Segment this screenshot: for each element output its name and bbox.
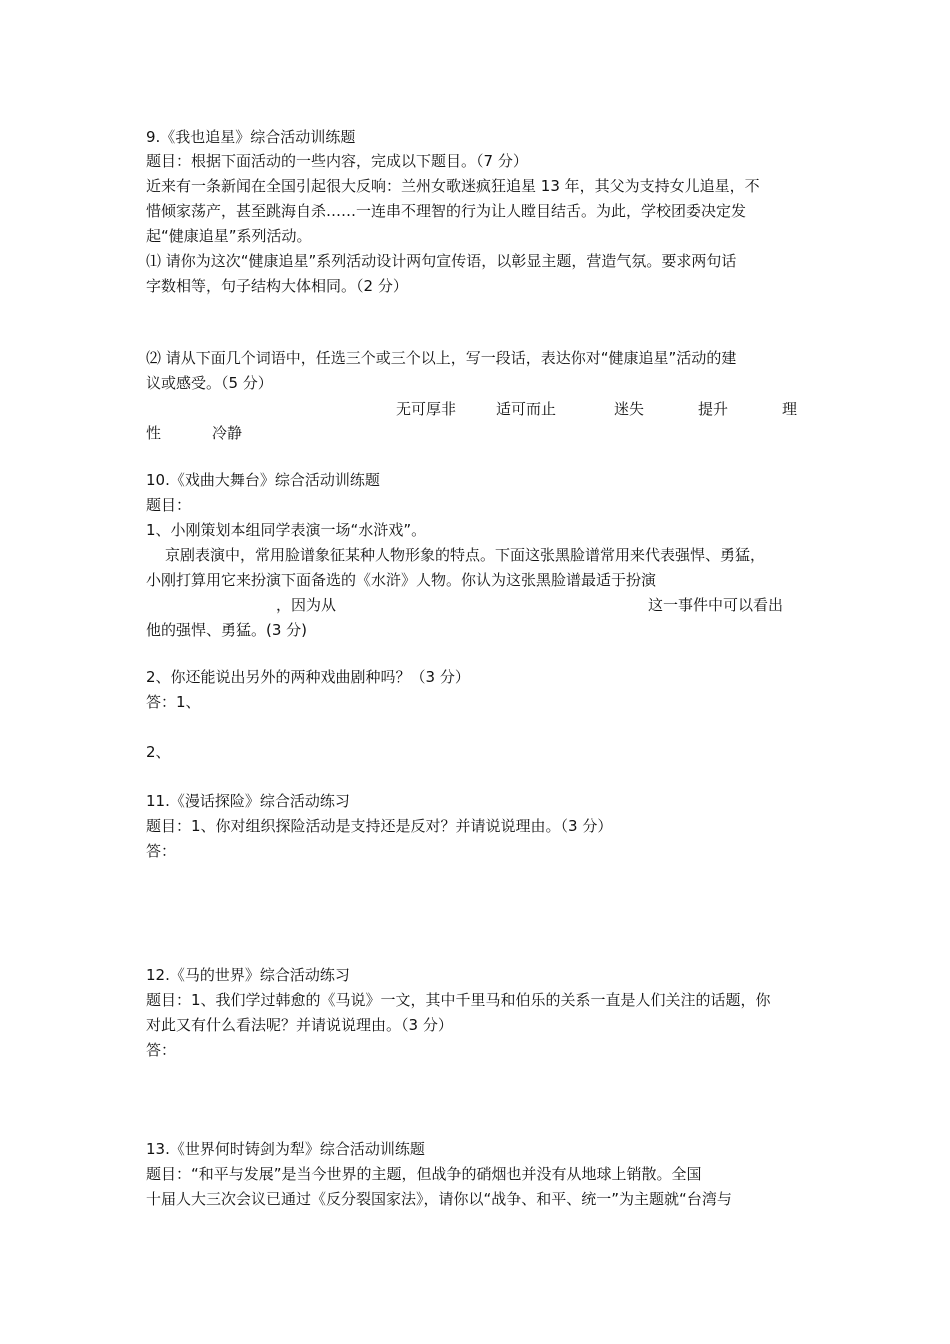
q10-item1: 1、小刚策划本组同学表演一场“水浒戏”。 — [146, 521, 427, 539]
q10-label: 题目： — [146, 496, 192, 514]
q9-intro-line1: 近来有一条新闻在全国引起很大反响：兰州女歌迷疯狂追星 13 年，其父为支持女儿追星，不 — [146, 177, 760, 195]
q10-para-line3a: ，因为从 — [276, 596, 337, 614]
q9-sub1-line2: 字数相等，句子结构大体相同。（2 分） — [146, 277, 408, 295]
q11-prompt: 题目：1、你对组织探险活动是支持还是反对？并请说说理由。（3 分） — [146, 817, 613, 835]
q12-answer: 答： — [146, 1041, 177, 1059]
q9-title: 9.《我也追星》综合活动训练题 — [146, 128, 356, 146]
q12-prompt-line2: 对此又有什么看法呢？并请说说理由。（3 分） — [146, 1016, 453, 1034]
q10-para-line3b: 这一事件中可以看出 — [648, 596, 784, 614]
q9-intro-line3: 起“健康追星”系列活动。 — [146, 227, 312, 245]
q9-sub2-line2: 议或感受。（5 分） — [146, 374, 273, 392]
q10-para-line2: 小刚打算用它来扮演下面备选的《水浒》人物。你认为这张黑脸谱最适于扮演 — [146, 571, 657, 589]
q10-title: 10.《戏曲大舞台》综合活动训练题 — [146, 471, 380, 489]
q9-prompt: 题目：根据下面活动的一些内容，完成以下题目。（7 分） — [146, 152, 528, 170]
q9-word-4: 提升 — [698, 400, 729, 418]
q10-para-line4: 他的强悍、勇猛。(3 分) — [146, 621, 308, 639]
q9-sub2-line1: ⑵ 请从下面几个词语中，任选三个或三个以上，写一段话，表达你对“健康追星”活动的建 — [146, 349, 737, 367]
q9-word-5: 理 — [782, 400, 798, 418]
q13-prompt-line1: 题目：“和平与发展”是当今世界的主题，但战争的硝烟也并没有从地球上销散。全国 — [146, 1165, 702, 1183]
q11-title: 11.《漫话探险》综合活动练习 — [146, 792, 350, 810]
q10-answer2: 2、 — [146, 743, 171, 761]
q11-answer: 答： — [146, 842, 177, 860]
q10-item2: 2、你还能说出另外的两种戏曲剧种吗？（3 分） — [146, 668, 470, 686]
q13-title: 13.《世界何时铸剑为犁》综合活动训练题 — [146, 1140, 425, 1158]
q12-title: 12.《马的世界》综合活动练习 — [146, 966, 350, 984]
q9-word-3: 迷失 — [614, 400, 645, 418]
q13-prompt-line2: 十届人大三次会议已通过《反分裂国家法》，请你以“战争、和平、统一”为主题就“台湾与 — [146, 1190, 732, 1208]
q10-para-line1: 京剧表演中，常用脸谱象征某种人物形象的特点。下面这张黑脸谱常用来代表强悍、勇猛， — [165, 546, 766, 564]
q9-word-5-cont: 性 — [146, 424, 162, 442]
q9-word-2: 适可而止 — [496, 400, 557, 418]
q10-answer1: 答：1、 — [146, 693, 201, 711]
q9-word-6: 冷静 — [212, 424, 243, 442]
q12-prompt-line1: 题目：1、我们学过韩愈的《马说》一文，其中千里马和伯乐的关系一直是人们关注的话题，你 — [146, 991, 771, 1009]
q9-word-1: 无可厚非 — [396, 400, 457, 418]
q9-intro-line2: 惜倾家荡产，甚至跳海自杀……一连串不理智的行为让人瞠目结舌。为此，学校团委决定发 — [146, 202, 747, 220]
q9-sub1-line1: ⑴ 请你为这次“健康追星”系列活动设计两句宣传语，以彰显主题，营造气氛。要求两句话 — [146, 252, 737, 270]
